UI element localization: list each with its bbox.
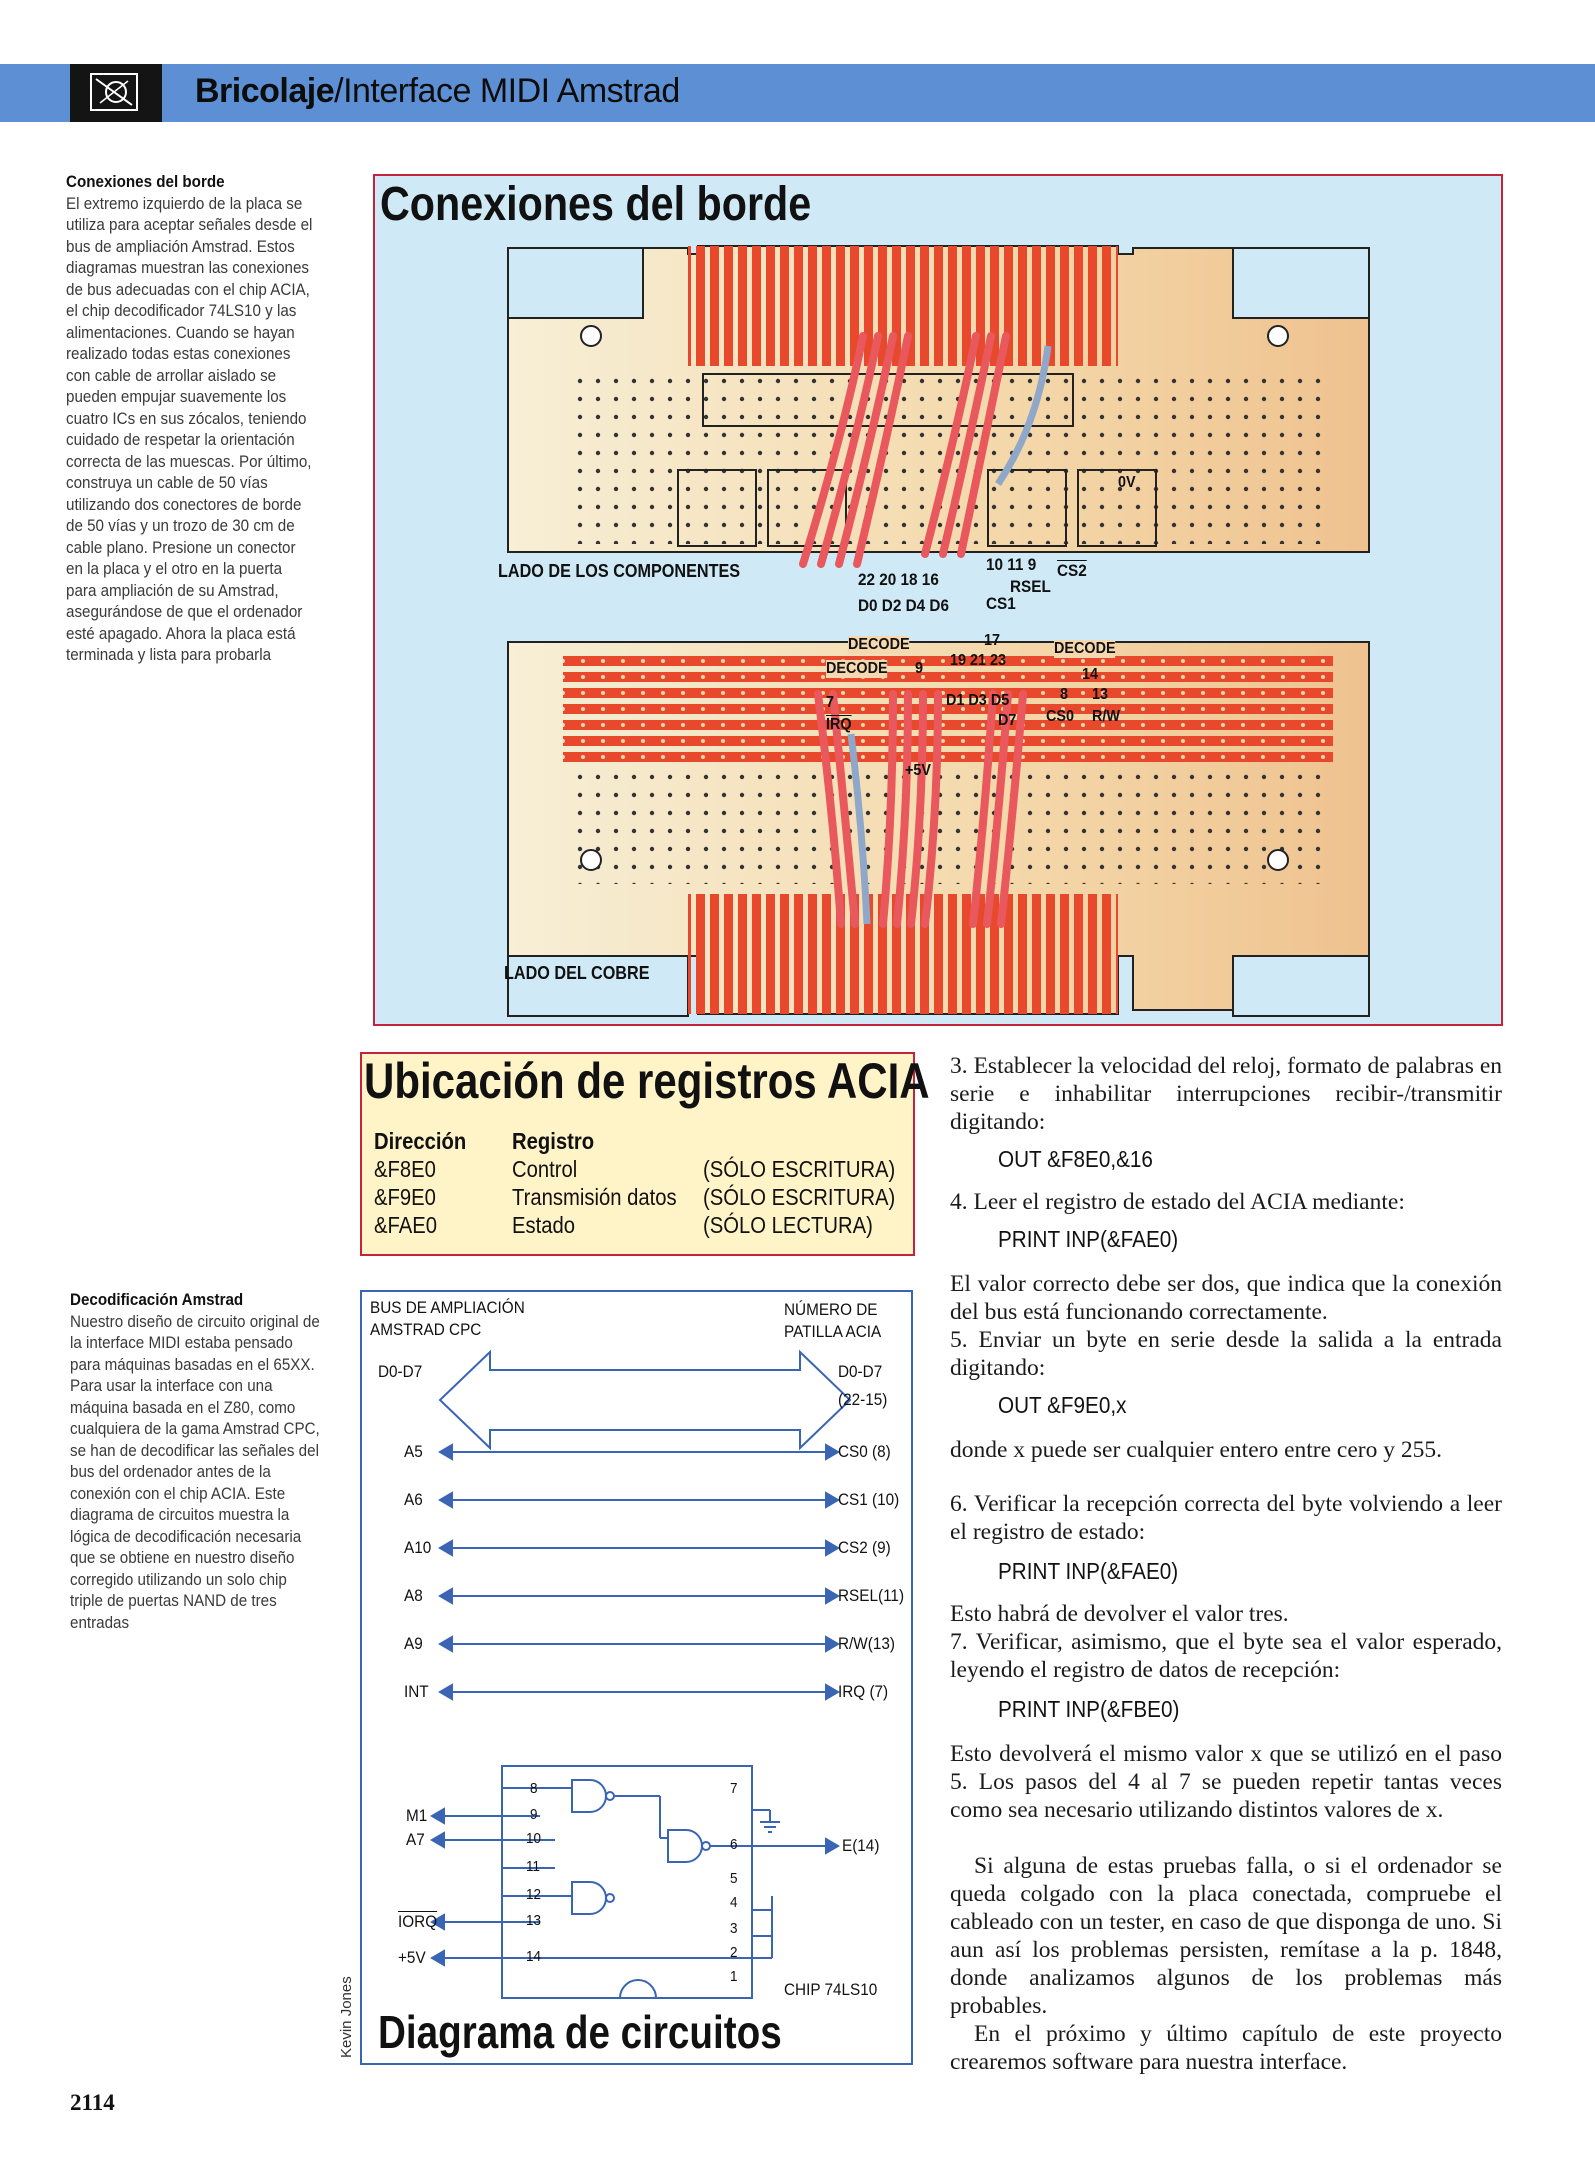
component-side-label: LADO DE LOS COMPONENTES [498, 561, 741, 581]
chip-name-label: CHIP 74LS10 [784, 1980, 878, 1999]
chip-pin-left: 10 [526, 1830, 542, 1847]
step-6: 6. Verificar la recepción correcta del byte volviendo a leer el registro de estado: [950, 1491, 1502, 1545]
right-header-1: NÚMERO DE [784, 1300, 878, 1319]
acia-row-register: Control [512, 1156, 578, 1182]
acia-row-address: &F8E0 [374, 1156, 436, 1182]
edge-caption-title: Conexiones del borde [66, 173, 225, 191]
data-pins-label: D0 D2 D4 D6 [858, 596, 949, 615]
rsel-label: RSEL [1010, 577, 1051, 596]
right-header-2: PATILLA ACIA [784, 1322, 882, 1341]
decode-label-1: DECODE [848, 636, 910, 653]
signal-left: A9 [404, 1634, 423, 1653]
step-7: 7. Verificar, asimismo, que el byte sea el valor esperado, leyendo el registro de datos de recepción: [950, 1629, 1502, 1683]
acia-row-register: Estado [512, 1212, 576, 1238]
pin13-label: 13 [1092, 686, 1109, 703]
pin8-label: 8 [1060, 686, 1069, 703]
signal-right: RSEL(11) [838, 1586, 905, 1605]
d1-d3-d5-label: D1 D3 D5 [946, 692, 1010, 709]
circuit-diagram-title: Diagrama de circuitos [378, 2006, 782, 2058]
acia-row-address: &F9E0 [374, 1184, 436, 1210]
chip-input-5v: +5V [398, 1948, 426, 1967]
pins-label-a: 22 20 18 16 [858, 570, 939, 589]
signal-right: CS0 (8) [838, 1442, 891, 1461]
paragraph-4: Esto devolverá el mismo valor x que se utilizó en el paso 5. Los pasos del 4 al 7 se pueden repetir tantas veces como sea necesario utilizando distintos valores de x. [950, 1741, 1502, 1823]
chip-pin-right: 4 [730, 1894, 738, 1911]
acia-header-address: Dirección [374, 1128, 467, 1154]
cs1-label: CS1 [986, 594, 1016, 613]
acia-row-address: &FAE0 [374, 1212, 438, 1238]
chip-pin-right: 6 [730, 1836, 738, 1853]
step-4: 4. Leer el registro de estado del ACIA mediante: [950, 1189, 1405, 1215]
component-side-board [508, 246, 1369, 564]
signal-left: A5 [404, 1442, 423, 1461]
chip-pin-right: 1 [730, 1968, 738, 1985]
code-step-5: OUT &F9E0,x [998, 1392, 1127, 1418]
chip-pin-right: 2 [730, 1944, 738, 1961]
decode-label-3: DECODE [1054, 640, 1116, 657]
paragraph-3: Esto habrá de devolver el valor tres. [950, 1601, 1289, 1627]
chip-pin-right: 7 [730, 1780, 738, 1797]
zero-volt-label: 0V [1118, 474, 1136, 491]
plus5v-label: +5V [905, 762, 932, 779]
irq-label: $\overline{IRQ}$ [826, 716, 852, 733]
chip-pin-right: 5 [730, 1870, 738, 1887]
rw-label: R/W [1092, 708, 1120, 725]
acia-row-register: Transmisión datos [512, 1184, 677, 1210]
pin17-label: 17 [984, 632, 1001, 649]
section-logo [70, 64, 162, 122]
pins-label-b: 10 11 9 [986, 555, 1037, 574]
chip-pin-left: 12 [526, 1886, 542, 1903]
bus-left-label: D0-D7 [378, 1362, 423, 1381]
chip-pin-left: 11 [526, 1858, 541, 1875]
paragraph-5: Si alguna de estas pruebas falla, o si el ordenador se queda colgado con la placa conectada, compruebe el cableado con un tester, en caso de que disponga de uno. Si aun así los problemas persisten, remítase a la p. 1848, donde analizamos algunos de los problemas más probables. [950, 1853, 1502, 2019]
step-5: 5. Enviar un byte en serie desde la salida a la entrada digitando: [950, 1327, 1502, 1381]
cs0-label: CS0 [1046, 708, 1075, 725]
chip-pin-left: 8 [530, 1780, 538, 1797]
pin7-label: 7 [826, 694, 835, 711]
chip-input-iorq: IORQ [398, 1912, 438, 1931]
d7-label: D7 [998, 712, 1017, 729]
signal-right: IRQ (7) [838, 1682, 889, 1701]
chip-pin-right: 3 [730, 1920, 738, 1937]
chip-input-m1: M1 [406, 1806, 428, 1825]
pin9-label: 9 [915, 660, 924, 677]
illustrator-credit: Kevin Jones [338, 1976, 355, 2058]
bus-right-label-1: D0-D7 [838, 1362, 883, 1381]
pins-19-21-23-label: 19 21 23 [950, 652, 1007, 669]
acia-row-mode: (SÓLO LECTURA) [703, 1212, 873, 1238]
acia-header-register: Registro [512, 1128, 595, 1154]
signal-left: A6 [404, 1490, 423, 1509]
chip-input-a7: A7 [406, 1830, 425, 1849]
decode-label-2: DECODE [826, 660, 888, 677]
decode-caption-title: Decodificación Amstrad [70, 1291, 244, 1309]
paragraph-6: En el próximo y último capítulo de este proyecto crearemos software para nuestra interface. [950, 2021, 1502, 2075]
copper-side-board [508, 642, 1369, 1016]
signal-left: INT [404, 1682, 429, 1701]
paragraph-2: donde x puede ser cualquier entero entre cero y 255. [950, 1437, 1442, 1463]
signal-left: A8 [404, 1586, 423, 1605]
signal-right: CS2 (9) [838, 1538, 891, 1557]
header-title: Bricolaje/Interface MIDI Amstrad [195, 72, 680, 110]
chip-pin-left: 13 [526, 1912, 542, 1929]
tools-icon [90, 73, 138, 111]
acia-row-mode: (SÓLO ESCRITURA) [703, 1184, 896, 1210]
bus-right-label-2: (22-15) [838, 1390, 888, 1409]
cs2-label: CS2 [1057, 561, 1087, 580]
copper-side-label: LADO DEL COBRE [504, 963, 650, 983]
circuit-schematic [360, 1290, 913, 2065]
decode-caption [70, 1290, 320, 1634]
decode-caption-text: Nuestro diseño de circuito original de la interface MIDI estaba pensado para máquinas basadas en el 65XX. Para usar la interface con una máquina basada en el Z80, como cualquiera de la gama Amstrad CPC, se han de decodificar las señales del bus del ordenador antes de la conexión con el chip ACIA. Este diagrama de circuitos muestra la lógica de decodificación necesaria que se obtiene en nuestro diseño corregido utilizando un solo chip triple de puertas NAND de tres entradas [70, 1312, 320, 1632]
edge-caption [66, 172, 316, 667]
code-step-7: PRINT INP(&FBE0) [998, 1696, 1180, 1722]
edge-diagram-title: Conexiones del borde [380, 178, 812, 231]
left-header-2: AMSTRAD CPC [370, 1320, 482, 1339]
chip-pin-left: 14 [526, 1948, 542, 1965]
pin14-label: 14 [1082, 666, 1099, 683]
paragraph-1: El valor correcto debe ser dos, que indica que la conexión del bus está funcionando correctamente. [950, 1271, 1502, 1325]
signal-right: R/W(13) [838, 1634, 895, 1653]
edge-caption-text: El extremo izquierdo de la placa se utiliza para aceptar señales desde el bus de ampliación Amstrad. Estos diagramas muestran las conexiones de bus adecuadas con el chip ACIA, el chip decodificador 74LS10 y las alimentaciones. Cuando se hayan realizado todas estas conexiones con cable de arrollar aislado se pueden empujar suavemente los cuatro ICs en sus zócalos, teniendo cuidado de respetar la orientación correcta de las muescas. Por último, construya un cable de 50 vías utilizando dos conectores de borde de 50 vías y un trozo de 30 cm de cable plano. Presione un conector en la placa y el otro en la puerta para ampliación de su Amstrad, asegurándose de que el ordenador esté apagado. Ahora la placa está terminada y lista para probarla [66, 194, 313, 664]
signal-left: A10 [404, 1538, 432, 1557]
code-step-6: PRINT INP(&FAE0) [998, 1558, 1179, 1584]
signal-right: CS1 (10) [838, 1490, 900, 1509]
code-step-4: PRINT INP(&FAE0) [998, 1226, 1179, 1252]
chip-output-e: E(14) [842, 1836, 880, 1855]
left-header-1: BUS DE AMPLIACIÓN [370, 1298, 525, 1317]
acia-row-mode: (SÓLO ESCRITURA) [703, 1156, 896, 1182]
step-3: 3. Establecer la velocidad del reloj, formato de palabras en serie e inhabilitar interrupciones recibir-/transmitir digitando: [950, 1053, 1502, 1135]
page-number: 2114 [70, 2090, 115, 2115]
code-step-3: OUT &F8E0,&16 [998, 1146, 1153, 1172]
acia-table-title: Ubicación de registros ACIA [364, 1053, 930, 1109]
chip-pin-left: 9 [530, 1806, 538, 1823]
